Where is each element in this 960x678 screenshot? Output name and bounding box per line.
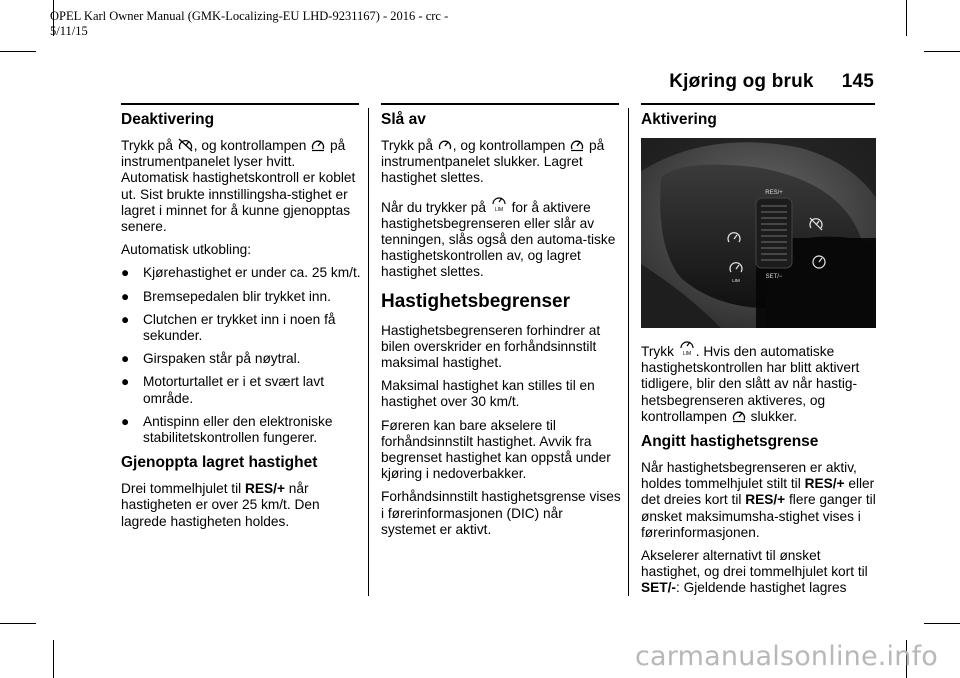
text: : Gjeldende hastighet lagres bbox=[675, 580, 847, 596]
text: Drei tommelhjulet til bbox=[121, 481, 242, 497]
list-item-text: Kjørehastighet er under ca. 25 km/t. bbox=[143, 265, 361, 281]
steering-wheel-controls-photo bbox=[641, 138, 876, 328]
text: Trykk på bbox=[121, 138, 173, 153]
paragraph bbox=[381, 138, 621, 187]
heading-limiter: Hastighetsbegrenser bbox=[381, 290, 571, 312]
text: på instrumentpanelet lyser hvitt. Automatisk hastighetskontroll er koblet ut. Sist brukte innstillingsha-stighet er lagret i minnet for å kunne gjenopptas senere. bbox=[121, 138, 356, 235]
list-item bbox=[121, 265, 361, 281]
cruise-indicator-icon bbox=[311, 138, 325, 152]
bullet-glyph: ● bbox=[121, 311, 130, 327]
text: eller det dreies kort til bbox=[641, 476, 875, 508]
paragraph bbox=[381, 194, 621, 281]
list-item-text: Motorturtallet er i et svært lavt område. bbox=[143, 374, 325, 406]
control-label: RES/+ bbox=[245, 481, 285, 497]
page-number: 145 bbox=[841, 71, 874, 92]
text: Trykk på bbox=[381, 138, 433, 153]
heading-activate: Aktivering bbox=[641, 111, 717, 128]
document-meta bbox=[50, 9, 448, 39]
crop-mark bbox=[924, 623, 960, 624]
column-2 bbox=[381, 110, 621, 545]
crop-mark bbox=[906, 0, 907, 36]
speed-limiter-icon bbox=[679, 338, 695, 356]
heading-resume: Gjenoppta lagret hastighet bbox=[121, 454, 318, 472]
bullet-glyph: ● bbox=[121, 374, 130, 390]
list-item bbox=[121, 374, 361, 406]
text: slukker. bbox=[750, 408, 798, 424]
column-rule bbox=[121, 103, 359, 105]
crop-mark bbox=[924, 51, 960, 52]
speed-limiter-icon bbox=[491, 194, 507, 212]
column-3 bbox=[641, 110, 877, 604]
heading-deactivate: Deaktivering bbox=[121, 111, 215, 128]
column-separator bbox=[368, 108, 369, 596]
lim-label: LIM bbox=[682, 351, 691, 356]
list-item-text: Girspaken står på nøytral. bbox=[143, 351, 301, 367]
crop-mark bbox=[0, 51, 36, 52]
list-item bbox=[121, 414, 361, 446]
text: flere ganger til ønsket maksimumsha-stighet vises i førerinformasjonen. bbox=[641, 492, 876, 540]
list-item-text: Bremsepedalen blir trykket inn. bbox=[143, 288, 331, 304]
paragraph: Hastighetsbegrenseren forhindrer at bilen overskrider en forhåndsinnstilt maksimal hastighet. bbox=[381, 322, 601, 371]
running-header bbox=[669, 71, 874, 93]
lim-label: LIM bbox=[494, 206, 503, 212]
text: Akselerer alternativt til ønsket hastighet, og drei tommelhjulet kort til bbox=[641, 548, 868, 580]
heading-off: Slå av bbox=[381, 111, 426, 128]
text: for å aktivere hastighetsbegrenseren eller slår av tenningen, slås også den automa-tiske hastighetskontrollen av, og lagret hastighet slettes. bbox=[381, 199, 616, 280]
paragraph: Maksimal hastighet kan stilles til en hastighet over 30 km/t. bbox=[381, 378, 595, 410]
list-item-text: Antispinn eller den elektroniske stabilitetskontrollen fungerer. bbox=[143, 413, 333, 446]
column-1 bbox=[121, 110, 361, 537]
text: Når hastighetsbegrenseren er aktiv, holdes tommelhjulet stilt til bbox=[641, 460, 857, 492]
paragraph bbox=[121, 138, 361, 235]
heading-set-limit: Angitt hastighetsgrense bbox=[641, 433, 819, 451]
cruise-cancel-icon bbox=[178, 138, 193, 152]
column-separator bbox=[628, 108, 629, 596]
control-label: SET/- bbox=[641, 580, 676, 596]
section-title: Kjøring og bruk bbox=[669, 71, 814, 92]
column-rule bbox=[381, 103, 619, 105]
cruise-indicator-icon bbox=[570, 138, 584, 152]
text: , og kontrollampen bbox=[193, 138, 307, 153]
paragraph: Føreren kan bare akselere til forhåndsinnstilt hastighet. Avvik fra begrenset hastighet kan oppstå under kjøring i nedoverbakker. bbox=[381, 417, 611, 482]
lim-label: LIM bbox=[732, 278, 740, 283]
res-label: RES/+ bbox=[765, 190, 783, 196]
crop-mark bbox=[0, 623, 36, 624]
set-label: SET/− bbox=[765, 274, 783, 280]
cruise-indicator-icon bbox=[732, 409, 746, 423]
bullet-glyph: ● bbox=[121, 265, 130, 281]
paragraph: Automatisk utkobling: bbox=[121, 242, 252, 258]
text: når hastigheten er over 25 km/t. Den lagrede hastigheten holdes. bbox=[121, 481, 320, 529]
crop-mark bbox=[53, 640, 54, 678]
control-label: RES/+ bbox=[745, 492, 786, 508]
bullet-glyph: ● bbox=[121, 351, 130, 367]
paragraph bbox=[641, 460, 877, 541]
list-item-text: Clutchen er trykket inn i noen få sekunder. bbox=[143, 311, 336, 344]
control-label: RES/+ bbox=[804, 476, 845, 492]
list-item bbox=[121, 312, 361, 344]
text: på instrumentpanelet slukker. Lagret hastighet slettes. bbox=[381, 138, 605, 186]
list-item bbox=[121, 289, 361, 305]
meta-line-2: 5/11/15 bbox=[50, 24, 88, 38]
meta-line-1: OPEL Karl Owner Manual (GMK-Localizing-EU LHD-9231167) - 2016 - crc - bbox=[50, 9, 449, 23]
text: Trykk bbox=[641, 344, 674, 359]
list-item bbox=[121, 351, 361, 367]
paragraph bbox=[121, 481, 361, 530]
cruise-on-off-icon bbox=[438, 138, 452, 152]
paragraph bbox=[641, 338, 877, 425]
text: , og kontrollampen bbox=[452, 138, 566, 153]
watermark: carmanualsonline.info bbox=[635, 641, 938, 672]
bullet-glyph: ● bbox=[121, 288, 130, 304]
paragraph: Forhåndsinnstilt hastighetsgrense vises i førerinformasjonen (DIC) når systemet er aktivt. bbox=[381, 489, 621, 537]
text: . Hvis den automatiske hastighetskontrollen har blitt aktivert tidligere, blir den slått av når hastig-hetsbegrenseren aktiveres, og kontrollampen bbox=[641, 344, 860, 424]
paragraph bbox=[641, 548, 877, 597]
bullet-glyph: ● bbox=[121, 413, 130, 429]
column-rule bbox=[641, 103, 875, 105]
text: Når du trykker på bbox=[381, 199, 486, 215]
